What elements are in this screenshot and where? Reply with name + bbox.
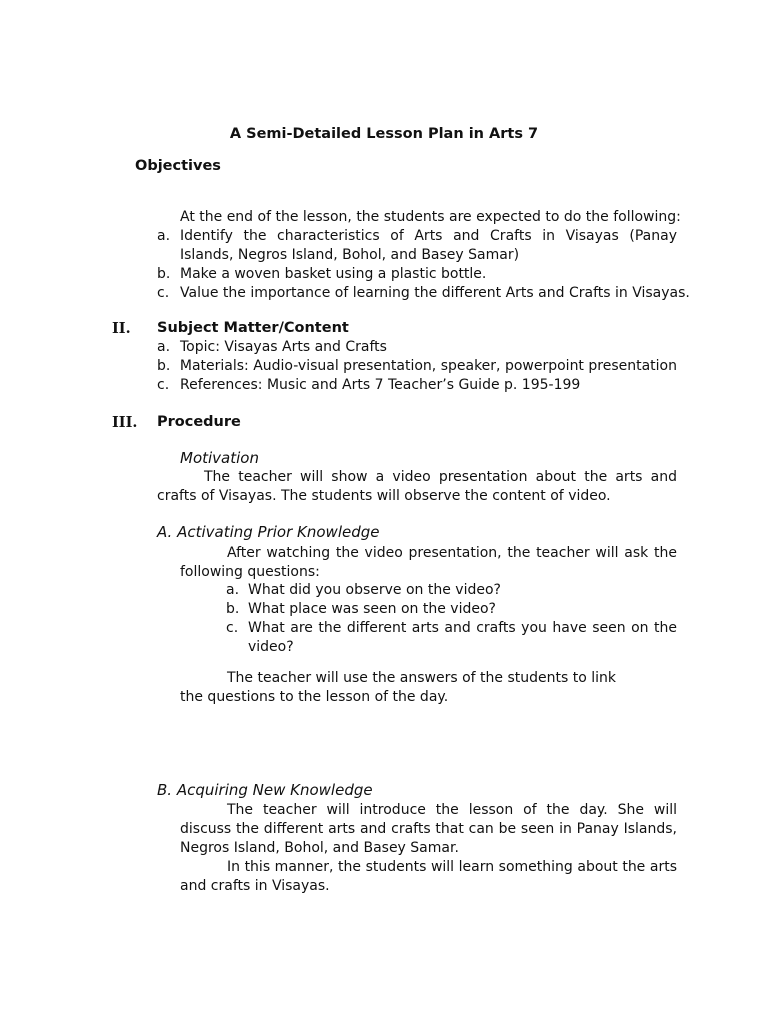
- list-item: [157, 265, 677, 284]
- list-item: [157, 357, 677, 376]
- objectives-intro: At the end of the lesson, the students are expected to do the following:: [180, 209, 681, 225]
- motivation-text: The teacher will show a video presentation about the arts and crafts of Visayas. The students will observe the content of video.: [157, 469, 677, 504]
- document-title: A Semi-Detailed Lesson Plan in Arts 7: [229, 126, 539, 142]
- list-marker: c.: [157, 285, 170, 301]
- list-text: References: Music and Arts 7 Teacher’s Guide p. 195-199: [180, 377, 581, 393]
- subject-matter-list: [157, 338, 677, 395]
- list-marker: b.: [157, 266, 171, 282]
- list-text: Value the importance of learning the different Arts and Crafts in Visayas.: [180, 285, 690, 301]
- list-marker: b.: [226, 601, 240, 617]
- activating-heading: A. Activating Prior Knowledge: [157, 523, 380, 541]
- list-text: Topic: Visayas Arts and Crafts: [180, 339, 387, 355]
- objectives-heading: Objectives: [135, 158, 221, 174]
- subject-matter-heading: Subject Matter/Content: [157, 320, 349, 336]
- section-numeral: II.: [112, 320, 131, 337]
- list-item: [157, 376, 677, 395]
- activating-text: After watching the video presentation, the teacher will ask the following questions:: [180, 545, 677, 580]
- list-text: What are the different arts and crafts you have seen on the video?: [248, 620, 677, 655]
- list-text: Make a woven basket using a plastic bottle.: [180, 266, 487, 282]
- list-marker: b.: [157, 358, 171, 374]
- list-marker: a.: [157, 228, 171, 244]
- acquiring-text: The teacher will introduce the lesson of the day. She will discuss the different arts and crafts that can be seen in Panay Islands, Negros Island, Bohol, and Basey Samar.: [180, 802, 677, 856]
- list-item: [157, 338, 677, 357]
- section-numeral: III.: [112, 414, 138, 431]
- procedure-heading: Procedure: [157, 414, 241, 430]
- list-marker: a.: [226, 582, 240, 598]
- questions-list: [226, 581, 677, 657]
- list-item: [157, 227, 677, 265]
- acquiring-text-2: In this manner, the students will learn something about the arts and crafts in Visayas.: [180, 859, 677, 894]
- list-item: [226, 581, 677, 600]
- list-text: What did you observe on the video?: [248, 582, 501, 598]
- list-marker: a.: [157, 339, 171, 355]
- list-marker: c.: [226, 620, 239, 636]
- activating-closing-text: The teacher will use the answers of the students to link the questions to the lesson of the day.: [180, 670, 616, 705]
- list-marker: c.: [157, 377, 170, 393]
- list-item: [226, 619, 677, 657]
- list-text: Identify the characteristics of Arts and Crafts in Visayas (Panay Islands, Negros Island, Bohol, and Basey Samar): [180, 228, 677, 263]
- list-text: Materials: Audio-visual presentation, speaker, powerpoint presentation: [179, 358, 677, 374]
- list-item: [157, 284, 690, 303]
- objectives-list: [157, 227, 690, 303]
- list-item: [226, 600, 677, 619]
- motivation-heading: Motivation: [180, 449, 259, 467]
- list-text: What place was seen on the video?: [248, 601, 496, 617]
- acquiring-heading: B. Acquiring New Knowledge: [157, 781, 373, 799]
